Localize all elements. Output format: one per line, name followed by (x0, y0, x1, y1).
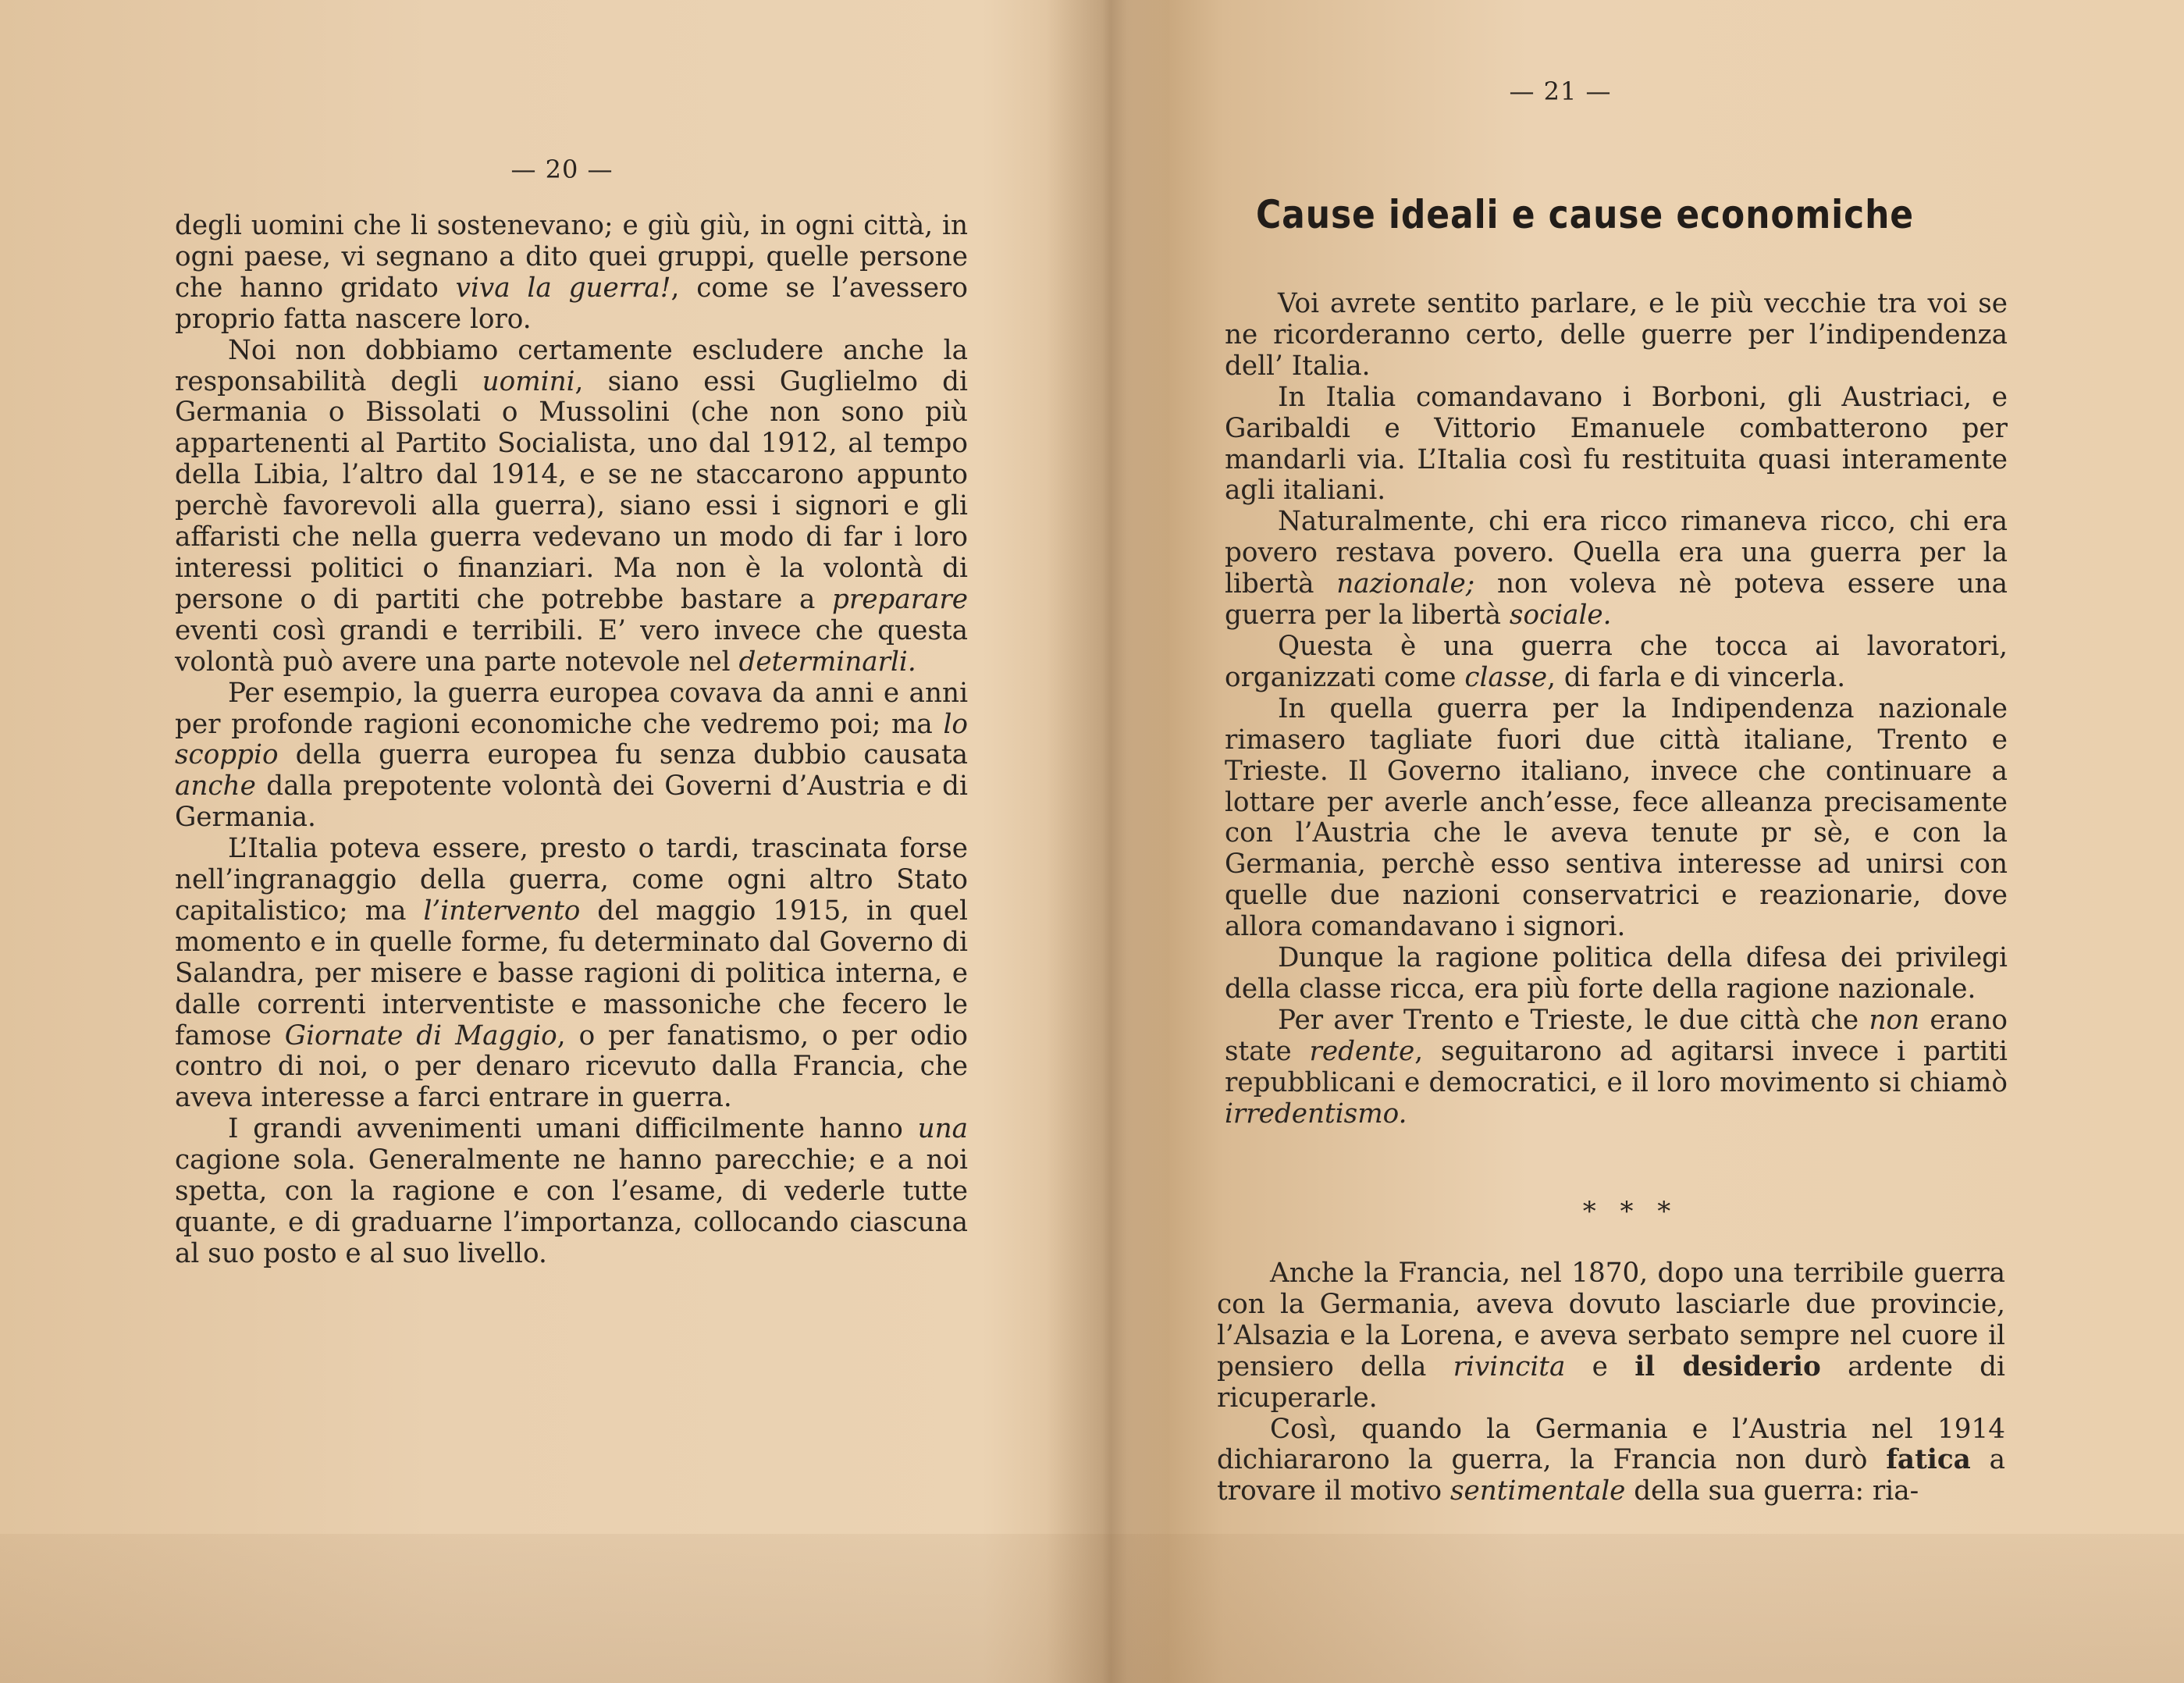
paragraph (1225, 694, 2008, 943)
text-run: cagione sola. Generalmente ne hanno parecchie; e a noi spetta, con la ragione e con l’esame, di vederle tutte quante, e di graduarne l’importanza, collocando ciascuna al suo posto e al suo livello. (175, 1144, 968, 1269)
italic-text: sociale. (1509, 600, 1612, 632)
bold-text: fatica (1886, 1444, 1971, 1476)
italic-text: preparare (831, 583, 968, 615)
paragraph (175, 678, 968, 834)
section-separator: * * * (1582, 1196, 1679, 1227)
paragraph (1217, 1258, 2005, 1414)
italic-text: anche (175, 770, 256, 802)
text-run: L’Italia poteva essere, presto o tardi, trascinata forse nell’ingranaggio della guerra, come ogni altro Stato capitalistico; ma (175, 833, 968, 927)
italic-text: Giornate di Maggio (284, 1019, 557, 1051)
italic-text: determinarli. (738, 646, 916, 678)
text-run: erano state (1225, 1004, 2008, 1067)
text-run: , siano essi Guglielmo di Germania o Bissolati o Mussolini (che non sono più appartenenti al Partito Socialista, uno dal 1912, al tempo della Libia, l’altro dal 1914, e se ne staccarono appunto perchè favorevoli alla guerra), siano essi i signori e gli affaristi che nella guerra vedevano un modo di far i loro interessi politici o finanziari. Ma non è la volontà di persone o di partiti che potrebbe bastare a (175, 365, 968, 615)
text-run: della guerra europea fu senza dubbio causata (278, 739, 968, 771)
bold-text: il desiderio (1634, 1350, 1821, 1382)
text-run: Noi non dobbiamo certamente escludere anche la responsabilità degli (175, 334, 968, 397)
right-page-body-lower (1217, 1258, 2005, 1507)
text-run: della sua guerra: ria- (1625, 1475, 1919, 1507)
text-run: , o per fanatismo, o per odio contro di noi, o per denaro ricevuto dalla Francia, che aveva interesse a farci entrare in guerra. (175, 1019, 968, 1114)
text-run: Naturalmente, chi era ricco rimaneva ricco, chi era povero restava povero. Quella era una guerra per la libertà (1225, 506, 2008, 600)
paragraph (1225, 289, 2008, 382)
paragraph (1225, 943, 2008, 1005)
italic-text: non (1869, 1004, 1920, 1036)
text-run: a trovare il motivo (1217, 1444, 2006, 1507)
text-run: Dunque la ragione politica della difesa dei privilegi della classe ricca, era più forte della ragione nazionale. (1225, 942, 2008, 1005)
text-run: , come se l’avessero proprio fatta nascere loro. (175, 272, 968, 335)
text-run: Questa è una guerra che tocca ai lavoratori, organizzati come (1225, 630, 2008, 693)
text-run: Voi avrete sentito parlare, e le più vecchie tra voi se ne ricorderanno certo, delle guerre per l’indipendenza dell’ Italia. (1225, 288, 2008, 382)
text-run: dalla prepotente volontà dei Governi d’Austria e di Germania. (175, 770, 968, 834)
italic-text: irredentismo. (1225, 1098, 1407, 1130)
paragraph (175, 1114, 968, 1270)
paragraph (175, 211, 968, 336)
text-run: Così, quando la Germania e l’Austria nel 1914 dichiararono la guerra, la Francia non durò (1217, 1413, 2005, 1476)
italic-text: lo scoppio (175, 708, 968, 771)
paragraph (1225, 632, 2008, 694)
italic-text: nazionale; (1336, 568, 1475, 600)
paragraph (1217, 1414, 2005, 1508)
text-run: e (1565, 1350, 1635, 1382)
text-run: Anche la Francia, nel 1870, dopo una terribile guerra con la Germania, aveva dovuto lasciarle due provincie, l’Alsazia e la Lorena, e aveva serbato sempre nel cuore il pensiero della (1217, 1258, 2005, 1382)
italic-text: redente (1309, 1035, 1415, 1067)
paragraph (1225, 382, 2008, 507)
text-run: Per aver Trento e Trieste, le due città che (1278, 1004, 1869, 1036)
italic-text: una (917, 1113, 968, 1145)
paragraph (1225, 1005, 2008, 1130)
left-page-body (175, 211, 968, 1270)
paragraph (1225, 507, 2008, 632)
chapter-title: Cause ideali e cause economiche (1256, 192, 1915, 237)
right-page (1092, 0, 2184, 1683)
text-run: In quella guerra per la Indipendenza nazionale rimasero tagliate fuori due città italiane, Trento e Trieste. Il Governo italiano, invece che continuare a lottare per averle anch’esse, fece alleanza precisamente con l’Austria che le aveva tenute pr sè, e con la Germania, perchè esso sentiva interesse ad unirsi con quelle due nazioni conservatrici e reazionarie, dove allora comandavano i signori. (1225, 692, 2008, 943)
page-number: — 20 — (510, 155, 614, 184)
italic-text: uomini (482, 365, 575, 397)
text-run: , di farla e di vincerla. (1547, 661, 1846, 693)
paragraph (175, 336, 968, 678)
text-run: Per esempio, la guerra europea covava da anni e anni per profonde ragioni economiche che vedremo poi; ma (175, 677, 968, 740)
italic-text: rivincita (1453, 1350, 1566, 1382)
text-run: degli uomini che li sostenevano; e giù giù, in ogni città, in ogni paese, vi segnano a dito quei gruppi, quelle persone che hanno gridato (175, 210, 968, 304)
italic-text: classe (1464, 661, 1548, 693)
text-run: I grandi avvenimenti umani difficilmente hanno (228, 1113, 918, 1145)
text-run: eventi così grandi e terribili. E’ vero invece che questa volontà può avere una parte notevole nel (175, 614, 968, 678)
text-run: In Italia comandavano i Borboni, gli Austriaci, e Garibaldi e Vittorio Emanuele combatterono per mandarli via. L’Italia così fu restituita quasi interamente agli italiani. (1225, 381, 2008, 507)
text-run: del maggio 1915, in quel momento e in quelle forme, fu determinato dal Governo di Salandra, per misere e basse ragioni di politica interna, e dalle correnti interventiste e massoniche che fecero le famose (175, 895, 968, 1051)
text-run: , seguitarono ad agitarsi invece i partiti repubblicani e democratici, e il loro movimento si chiamò (1225, 1035, 2008, 1098)
text-run: non voleva nè poteva essere una guerra per la libertà (1225, 568, 2008, 632)
page-number: — 21 — (1509, 76, 1612, 106)
right-page-body-upper (1225, 289, 2008, 1130)
italic-text: sentimentale (1449, 1475, 1626, 1507)
italic-text: viva la guerra! (455, 272, 671, 304)
italic-text: l’intervento (423, 895, 581, 927)
text-run: ardente di ricuperarle. (1217, 1350, 2005, 1414)
paragraph (175, 834, 968, 1114)
